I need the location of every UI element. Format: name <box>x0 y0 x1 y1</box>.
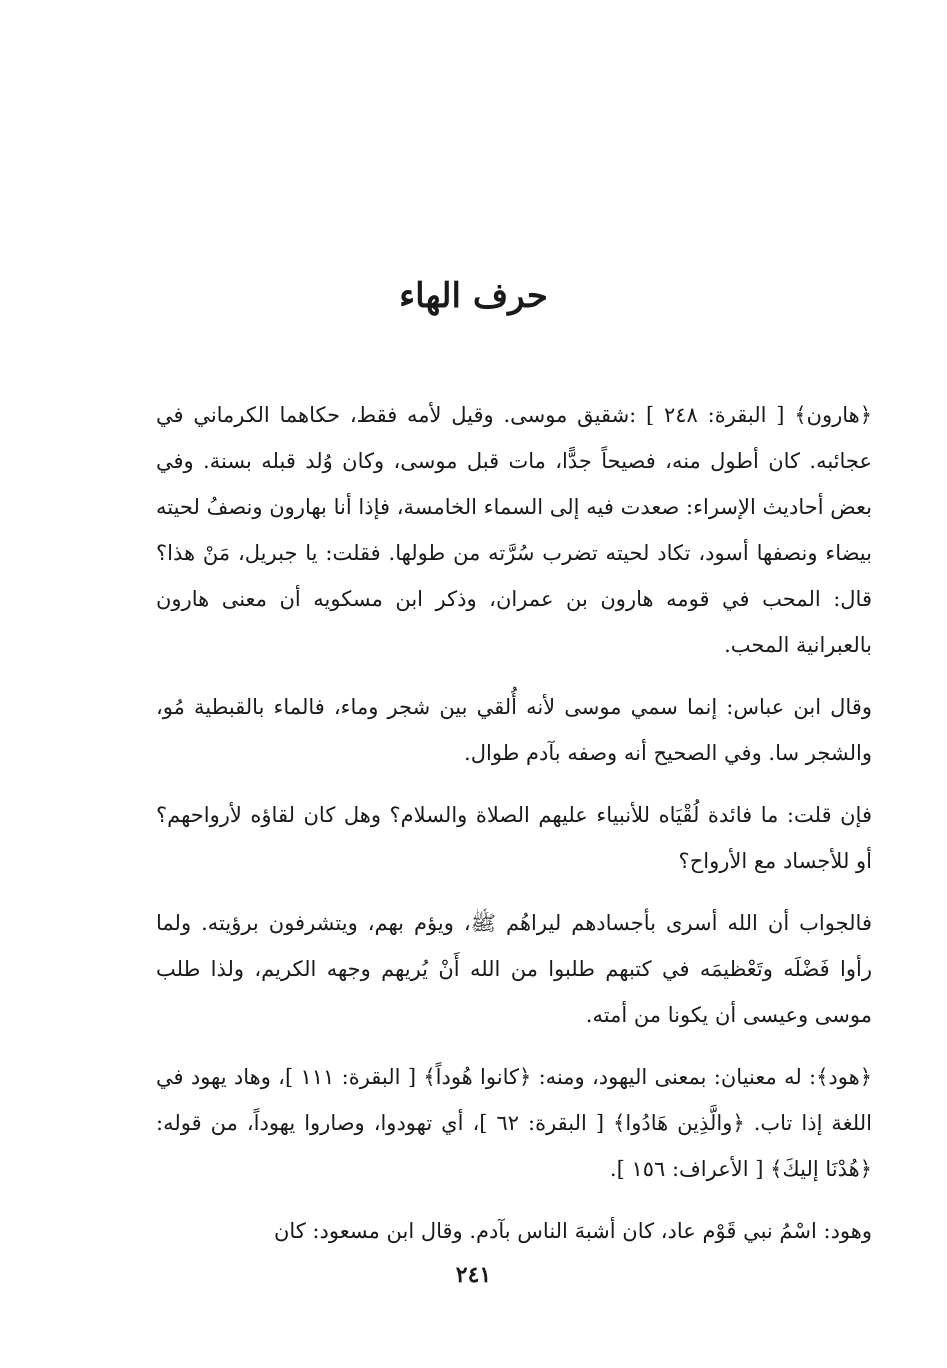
paragraph-hud-prophet: وهود: اسْمُ نبي قَوْم عاد، كان أشبهَ الناس بآدم. وقال ابن مسعود: كان <box>273 1219 872 1243</box>
body-text <box>156 392 872 1270</box>
paragraph-question: فإن قلت: ما فائدة لُقْيَاه للأنبياء عليهم الصلاة والسلام؟ وهل كان لقاؤه لأرواحهم؟ أو للأجساد مع الأرواح؟ <box>156 803 872 873</box>
paragraph-harun: ﴿هارون﴾ [ البقرة: ٢٤٨ ] :شقيق موسى. وقيل لأمه فقط، حكاهما الكرماني في عجائبه. كان أطول منه، فصيحاً جدًّا، مات قبل موسى، وكان وُلد قبله بسنة. وفي بعض أحاديث الإسراء: صعدت فيه إلى السماء الخامسة، فإذا أنا بهارون ونصفُ لحيته بيضاء ونصفها أسود، تكاد لحيته تضرب سُرَّته من طولها. فقلت: يا جبريل، مَنْ هذا؟ قال: المحب في قومه هارون بن عمران، وذكر ابن مسكويه أن معنى هارون بالعبرانية المحب. <box>156 403 872 657</box>
page-number: ٢٤١ <box>455 1262 492 1288</box>
paragraph-answer: فالجواب أن الله أسرى بأجسادهم ليراهُم ﷺ، ويؤم بهم، ويتشرفون برؤيته. ولما رأوا فَضْلَه وتَعْظيمَه في كتبهم طلبوا من الله أَنْ يُريهم وجهه الكريم، ولذا طلب موسى وعيسى أن يكونا من أمته. <box>156 911 872 1027</box>
chapter-title: حرف الهاء <box>399 276 548 316</box>
paragraph-hud: ﴿هود﴾: له معنيان: بمعنى اليهود، ومنه: ﴿كانوا هُوداً﴾ [ البقرة: ١١١ ]، وهاد يهود في اللغة إذا تاب. ﴿والَّذِين هَادُوا﴾ [ البقرة: ٦٢ ]، أي تهودوا، وصاروا يهوداً، من قوله: ﴿هُدْنَا إليكَ﴾ [ الأعراف: ١٥٦ ]. <box>156 1065 873 1181</box>
paragraph-ibn-abbas: وقال ابن عباس: إنما سمي موسى لأنه أُلقي بين شجر وماء، فالماء بالقبطية مُو، والشجر سا. وفي الصحيح أنه وصفه بآدم طوال. <box>156 695 872 765</box>
